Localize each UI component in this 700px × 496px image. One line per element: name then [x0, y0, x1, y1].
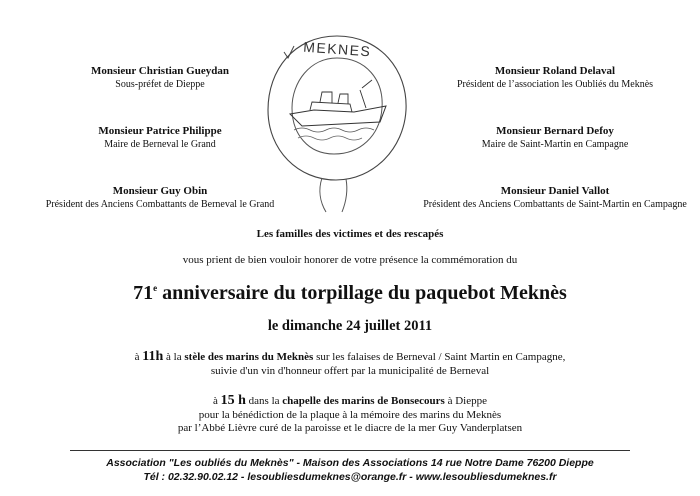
host-name: Monsieur Guy Obin	[112, 185, 208, 197]
event-title	[0, 282, 700, 305]
host-name: Monsieur Bernard Defoy	[496, 125, 614, 137]
event-date: le dimanche 24 juillet 2011	[267, 318, 433, 334]
host-role: Président des Anciens Combattants de Saint-Martin en Campagne	[423, 199, 687, 210]
host-role: Sous-préfet de Dieppe	[115, 79, 205, 90]
footer	[0, 456, 700, 484]
host-left-2	[45, 124, 275, 151]
logo-text: MEKNES	[302, 38, 372, 60]
afternoon-officiants: par l’Abbé Lièvre curé de la paroisse et le diacre de la mer Guy Vanderplatsen	[177, 422, 523, 434]
host-role: Maire de Saint-Martin en Campagne	[481, 139, 629, 150]
meknes-logo	[262, 30, 412, 215]
morning-time: 11h	[142, 349, 164, 364]
afternoon-time: 15 h	[220, 393, 246, 408]
host-name: Monsieur Patrice Philippe	[98, 125, 222, 137]
footer-contact: Tél : 02.32.90.02.12 - lesoubliesdumeknes@orange.fr - www.lesoubliesdumeknes.fr	[143, 471, 557, 483]
morning-place: stèle des marins du Meknès	[184, 351, 314, 363]
host-role: Maire de Berneval le Grand	[104, 139, 216, 150]
host-right-1	[430, 64, 680, 91]
host-left-1	[45, 64, 275, 91]
host-name: Monsieur Christian Gueydan	[91, 65, 229, 77]
event-afternoon: à 15 h dans la chapelle des marins de Bonsecours à Dieppe pour la bénédiction de la plaque à la mémoire des marins du Meknès par l’Abbé Lièvre curé de la paroisse et le diacre de la mer Guy Vanderplatsen	[0, 394, 700, 436]
host-left-3	[45, 184, 275, 211]
host-right-3	[420, 184, 690, 211]
morning-reception: suivie d'un vin d'honneur offert par la municipalité de Berneval	[210, 364, 490, 377]
host-name: Monsieur Daniel Vallot	[500, 185, 610, 197]
title-number: 71	[133, 282, 154, 304]
host-right-2	[430, 124, 680, 151]
footer-divider	[70, 450, 630, 451]
afternoon-place: chapelle des marins de Bonsecours	[282, 395, 445, 407]
event-morning: à 11h à la stèle des marins du Meknès sur les falaises de Berneval / Saint Martin en Campagne, suivie d'un vin d'honneur offert par la municipalité de Berneval	[0, 350, 700, 378]
invitation-line: vous prient de bien vouloir honorer de votre présence la commémoration du	[182, 254, 518, 266]
footer-address: Association "Les oubliés du Meknès" - Maison des Associations 14 rue Notre Dame 76200 Dieppe	[106, 457, 594, 469]
host-role: Président des Anciens Combattants de Berneval le Grand	[45, 199, 275, 210]
host-name: Monsieur Roland Delaval	[494, 65, 616, 77]
families-line: Les familles des victimes et des rescapés	[256, 228, 444, 240]
title-superscript: e	[153, 283, 158, 293]
host-role: Président de l’association les Oubliés du Meknès	[456, 79, 654, 90]
afternoon-blessing: pour la bénédiction de la plaque à la mémoire des marins du Meknès	[198, 408, 502, 421]
title-rest: anniversaire du torpillage du paquebot Meknès	[157, 282, 567, 304]
